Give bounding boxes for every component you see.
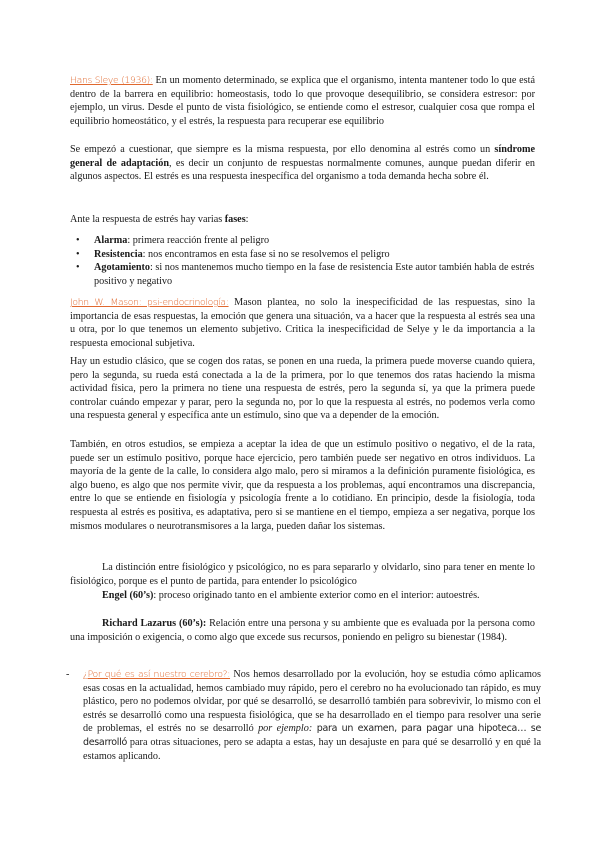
phase-term: Resistencia [94,248,143,260]
sga-text-before: Se empezó a cuestionar, que siempre es la misma respuesta, por ello denomina al estrés como un [70,144,495,155]
phases-intro [70,213,535,227]
positive-paragraph: También, en otros estudios, se empieza a aceptar la idea de que un estímulo positivo o negativo, el de la rata, puede ser un estímulo positivo, porque hace ejercicio, pero también puede ser negativo en otros individuos. La mayoría de la gente de la calle, lo considera algo malo, pero si miramos a la definición puramente fisiológica, es algo bueno, es algo que nos permite vivir, que da respuesta a los problemas, aquí encontramos una discrepancia, entre lo que se entiende en fisiología y psicología frente a lo cotidiano. En principio, desde la fisiología, toda respuesta al estrés es positiva, es adaptativa, pero si se mantiene en el tiempo, empieza a ser negativa, porque los mismos modulares o neurotransmisores a la larga, pueden dañar los sistemas. [70,439,535,532]
lazarus-paragraph [70,617,535,644]
dash-marker: - [66,669,70,680]
engel-author: Engel (60’s) [102,590,154,601]
mason-paragraph [70,296,535,350]
phases-intro-bold: fases [224,214,246,225]
phase-item-alarma [70,234,540,248]
bullet-icon: • [76,262,80,274]
question-body [83,668,541,763]
phase-term: Alarma [94,235,128,246]
mason-author-label: John W. Mason: psi-endocrinología: [70,297,229,308]
bullet-icon: • [76,235,80,246]
phase-desc: : primera reacción frente al peligro [127,235,270,246]
question-label: ¿Por qué es así nuestro cerebro?: [83,669,231,680]
rats-paragraph: Hay un estudio clásico, que se cogen dos ratas, se ponen en una rueda, la primera puede moverse cuando quiera, pero la segunda, su rueda está conectada a la de la primera, por lo que tenemos dos ratas haciendo la misma actividad física, pero la primera no tiene una respuesta de estrés, pero la segunda sí, ya que la primera puede controlar cuándo empezar y parar, pero la segunda no, por lo que la respuesta al estrés, no podemos verla como una respuesta general y específica ante un estímulo, sino que va a depender de la emoción. [70,356,535,422]
phase-term: Agotamiento [94,262,151,274]
question-item [66,668,541,763]
selye-text: En un momento determinado, se explica que el organismo, intenta mantener todo lo que está dentro de la barrera en equilibrio: homeostasis, todo lo que provoque desequilibrio, se considera estresor: por ejemplo, un virus. Desde el punto de vista fisiológico, se entiende como el estresor, cualquier cosa que rompa el equilibrio homeostático, y el estrés, la respuesta para recuperar ese equilibrio [70,75,535,127]
phase-item-agotamiento [70,261,540,288]
question-handwritten: para un examen, para pagar una hipoteca… se desarrolló [83,723,541,748]
sga-paragraph [70,143,535,184]
sga-term: síndrome general de adaptación [70,144,535,169]
engel-text: : proceso originado tanto en el ambiente exterior como en el interior: autoestrés. [153,590,480,601]
mason-text: Mason plantea, no solo la inespecificidad de las respuestas, sino la importancia de esas respuestas, la emoción que genera una situación, va a hacer que la respuesta al estrés sea una u otra, por lo que tenemos un elemento subjetivo. Critica la inespecificidad de Selye y le da importancia a la respuesta emocional subjetiva. [70,297,535,349]
distinction-paragraph: La distinción entre fisiológico y psicológico, no es para separarlo y olvidarlo, sino para tener en mente lo fisiológico, porque es el punto de partida, para entender lo psicológico [70,562,535,587]
bullet-icon: • [76,248,80,260]
phases-list [70,234,540,288]
engel-paragraph [70,589,535,603]
phase-desc: : nos encontramos en esta fase si no se resolvemos el peligro [142,248,390,260]
question-text-end: para otras situaciones, pero se adapta a estas, hay un desajuste en para qué se desarrolló y en qué la estamos aplicando. [83,736,541,762]
phases-intro-before: Ante la respuesta de estrés hay varias [70,214,225,225]
phase-desc: : si nos mantenemos mucho tiempo en la fase de resistencia Este autor también habla de estrés positivo y negativo [94,262,535,287]
phase-item-resistencia [70,248,540,262]
lazarus-author: Richard Lazarus (60’s): [102,618,207,629]
selye-paragraph [70,74,535,128]
selye-author-label: Hans Sleye (1936): [70,75,153,86]
lazarus-text: Relación entre una persona y su ambiente que es evaluada por la persona como una imposición o exigencia, o como algo que excede sus recursos, poniendo en peligro su bienestar (1984). [70,618,535,643]
phases-intro-after: : [245,214,249,225]
question-text: Nos hemos desarrollado por la evolución, hoy se estudia cómo aplicamos esas cosas en la actualidad, hemos cambiado muy rápido, pero el cerebro no ha evolucionado tan rápido, es muy plástico, pero no podemos olvidar, por qué se desarrolló, se desarrolló también para sobrevivir, lo mismo con el estrés se desarrolló como una respuesta fisiológica, que se ha desarrollado en el tiempo para resolver una serie de problemas, el estrés no se desarrolló [83,669,541,735]
question-italic: por ejemplo: [258,723,313,735]
sga-text-after: , es decir un conjunto de respuestas normalmente comunes, aunque puedan diferir en algunos aspectos. El estrés es una respuesta inespecífica del organismo a toda demanda hecha sobre él. [70,157,535,183]
